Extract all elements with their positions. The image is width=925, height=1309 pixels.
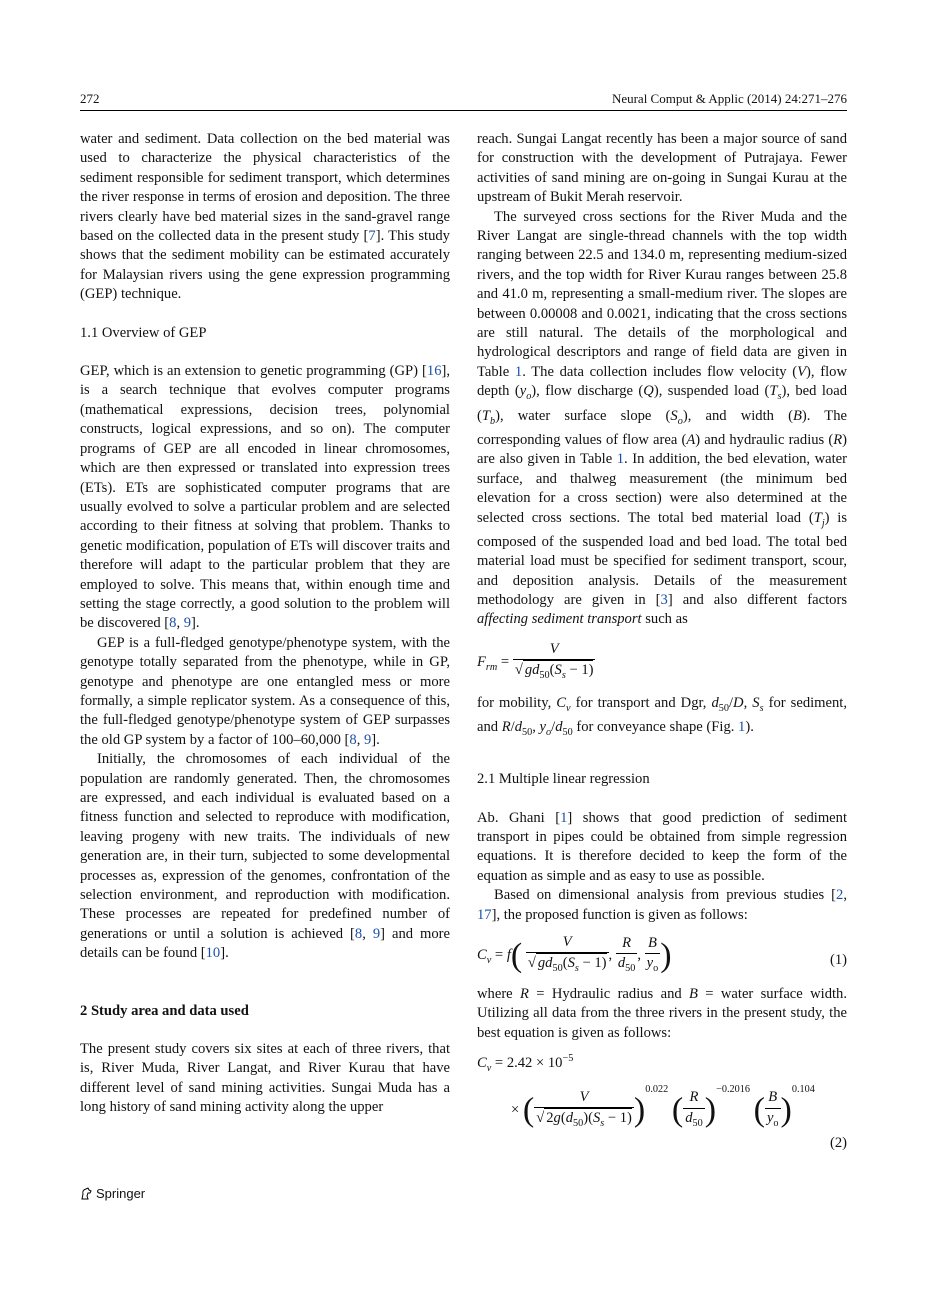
- subsection-heading: 1.1 Overview of GEP: [80, 324, 207, 341]
- ref-link[interactable]: 1: [560, 809, 568, 826]
- ref-link[interactable]: 9: [372, 925, 381, 942]
- journal-citation: Neural Comput & Applic (2014) 24:271–276: [611, 91, 847, 106]
- paragraph: Based on dimensional analysis from previous studies [2, 17], the proposed function is given as follows:: [477, 887, 847, 923]
- paragraph: for mobility, $C_v$ for transport and Dgr, $d_{50}/D$, $S_s$ for sediment, and $R/d_{50}$, $y_o/d_{50}$ for conveyance shape (Fig. 1).: [477, 694, 847, 738]
- ref-link[interactable]: 16: [426, 363, 442, 380]
- paragraph: GEP is a full-fledged genotype/phenotype system, with the genotype totally separated from the phenotype, while in GP, genotype and phenotype are one entangled mess or more formally, a simple replicator system. As a consequence of this, the full-fledged genotype/phenotype system of GEP surpasses the old GP system by a factor of 100–60,000 [8, 9].: [80, 634, 450, 748]
- equation-1: $C_v = f$( $\frac{V}{√ gd_{50}(S_s - 1)}$ , $\frac{R}{d_{50}}$ , $\frac{B}{y_o}$ ) (1): [477, 933, 847, 979]
- ref-link[interactable]: 9: [364, 731, 372, 748]
- section-heading: 2 Study area and data used: [80, 1002, 249, 1019]
- publisher-name: Springer: [96, 1186, 146, 1201]
- paragraph: The present study covers six sites at each of three rivers, that is, River Muda, River Langat, and River Kurau that have different level of sand mining activities. Sungai Muda has a long history of sand mining activity along the upper: [80, 1041, 450, 1116]
- right-column: [477, 130, 847, 1153]
- publisher-footer: [80, 1186, 145, 1201]
- eq2-power-2: −0.2016: [716, 1084, 750, 1096]
- page-number: 272: [80, 91, 100, 106]
- paragraph: GEP, which is an extension to genetic programming (GP) [16], is a search technique that evolves computer programs (mathematical expressions, decision trees, polynomial constructs, logical expressions, and so on). The computer programs of GEP are all encoded in linear chromosomes, which are then expressed or translated into expression trees (ETs). ETs are sophisticated computer programs that are usually evolved to solve a particular problem and are selected according to their fitness at solving that problem. Thanks to genetic modification, population of ETs will discover traits and therefore will adapt to the particular problem that they are employed to solve. This means that, within enough time and setting the stage correctly, a good solution to the problem will be discovered [8, 9].: [80, 363, 450, 632]
- left-column: [80, 130, 450, 1118]
- equation-number: (1): [829, 952, 847, 969]
- equation-number: (2): [829, 1134, 847, 1151]
- figure-link[interactable]: 1: [738, 718, 746, 735]
- springer-horse-icon: [80, 1187, 93, 1200]
- equation-2: $C_v = 2.42 \times 10^{-5}$ × ( $\frac{V}{√ 2g(d_{50})(S_s - 1)}$ )$^{0.022}$ ( $\frac{R}{d_{50}}$ )$^{-0.2016}$ ( $\frac{B}{y_o}$ )$^{0.104}$ (2): [477, 1049, 847, 1153]
- ref-link[interactable]: 7: [368, 228, 376, 245]
- eq2-exp: −5: [562, 1053, 574, 1064]
- paragraph: The surveyed cross sections for the River Muda and the River Langat are single-thread channels with the top width ranging between 22.5 and 134.0 m, representing medium-sized rivers, and the top width for River Kurau ranges between 25.8 and 41.0 m, representing a small-medium river. The slopes are between 0.00008 and 0.0021, indicating that the cross sections are still natural. The details of the morphological and hydrological descriptors and range of field data are given in Table 1. The data collection includes flow velocity (V), flow depth $(y_o)$, flow discharge (Q), suspended load $(T_s)$, bed load $(T_b)$, water surface slope $(S_o)$, and width (B). The corresponding values of flow area (A) and hydraulic radius (R) are also given in Table 1. In addition, the bed elevation, water surface, and thalweg measurement (the minimum bed elevation for a cross section) were also determined at the selected cross sections. The total bed material load $(T_j)$ is composed of the suspended load and bed load. The total bed material load must be specified for sediment transport, scour, and deposition analysis. Details of the measurement methodology are given in [3] and also different factors affecting sediment transport such as: [477, 208, 848, 628]
- ref-link[interactable]: 9: [183, 615, 192, 632]
- ref-link[interactable]: 8: [349, 731, 357, 748]
- eq2-coef: 2.42 × 10: [506, 1054, 563, 1071]
- ref-link[interactable]: 3: [660, 592, 668, 609]
- paragraph: Initially, the chromosomes of each individual of the population are randomly generated. Then, the chromosomes are expressed, and each individual is evaluated based on a fitness function and selected to reproduce with modification, leaving progeny with new traits. The individuals of new generation are, in their turn, subjected to some developmental processes as, expression of the genomes, confrontation of the selection environment, and reproduction with modification. These processes are repeated for predefined number of generations or until a solution is achieved [8, 9] and more details can be found [10].: [80, 751, 450, 962]
- equation-frm: $F_{rm}$ = $\frac{V}{√ gd_{50}(S_s - 1)}$: [477, 640, 847, 686]
- paragraph: water and sediment. Data collection on the bed material was used to characterize the physical characteristics of the sediment responsible for sediment transport, which determines the river response in terms of erosion and deposition. The three rivers clearly have bed material sizes in the sand-gravel range based on the collected data in the present study [7]. This study shows that the sediment mobility can be estimated accurately for Malaysian rivers using the gene expression programming (GEP) technique.: [80, 131, 450, 303]
- table-link[interactable]: 1: [616, 451, 625, 468]
- eq2-power-3: 0.104: [791, 1084, 815, 1096]
- ref-link[interactable]: 10: [205, 945, 221, 962]
- ref-link[interactable]: 8: [354, 925, 363, 942]
- ref-link[interactable]: 17: [477, 906, 492, 923]
- ref-link[interactable]: 2: [836, 887, 844, 904]
- paragraph: reach. Sungai Langat recently has been a major source of sand for construction with the development of Putrajaya. Fewer activities of sand mining are on-going in Sungai Kurau at the upstream of Bukit Merah reservoir.: [477, 131, 847, 206]
- header-rule: [80, 110, 847, 111]
- subsection-heading: 2.1 Multiple linear regression: [477, 771, 650, 788]
- paragraph: Ab. Ghani [1] shows that good prediction of sediment transport in pipes could be obtained from simple regression equations. It is therefore decided to keep the form of the equation as simple and as easy to use as possible.: [477, 809, 847, 884]
- ref-link[interactable]: 8: [169, 615, 177, 632]
- table-link[interactable]: 1: [514, 363, 523, 380]
- eq2-power-1: 0.022: [645, 1084, 669, 1096]
- paragraph: where R = Hydraulic radius and B = water surface width. Utilizing all data from the three rivers in the present study, the best equation is given as follows:: [477, 985, 847, 1041]
